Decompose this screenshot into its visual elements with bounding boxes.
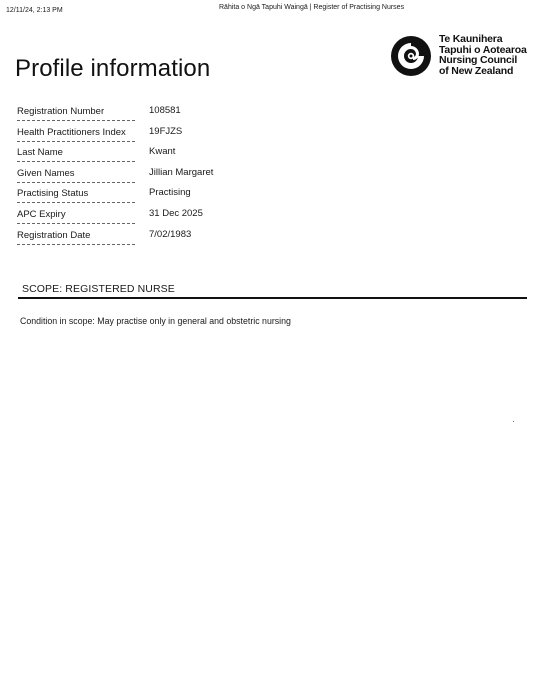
profile-row-apc-expiry [15,203,315,224]
scope-divider [18,297,527,299]
logo-text [439,34,527,76]
print-header [0,4,546,18]
page-title: Profile information [15,55,211,82]
profile-table [15,100,315,244]
profile-label: APC Expiry [17,209,135,224]
profile-label: Last Name [17,147,135,162]
profile-row-registration-date [15,224,315,245]
profile-value: 19FJZS [149,125,183,137]
profile-label: Health Practitioners Index [17,127,135,142]
profile-value: Kwant [149,146,176,158]
logo-line-4: of New Zealand [439,64,514,77]
profile-value: 7/02/1983 [149,228,192,240]
profile-label: Registration Number [17,106,135,121]
koru-spiral-icon [390,34,434,78]
profile-label: Practising Status [17,188,135,203]
profile-value: Practising [149,187,191,199]
scan-speck [513,421,514,422]
profile-row-given-names [15,162,315,183]
profile-label: Given Names [17,168,135,183]
profile-value: 31 Dec 2025 [149,207,203,219]
profile-value: Jillian Margaret [149,166,214,178]
print-page-title: Rāhita o Ngā Tapuhi Waingā | Register of Practising Nurses [219,4,405,11]
profile-row-registration-number [15,100,315,121]
profile-label: Registration Date [17,230,135,245]
scope-heading: SCOPE: REGISTERED NURSE [22,283,175,295]
profile-row-health-practitioners-index [15,121,315,142]
logo-line-3: Nursing Council [439,54,518,66]
print-datetime: 12/11/24, 2:13 PM [6,7,63,14]
profile-row-last-name [15,141,315,162]
nursing-council-logo [390,34,540,82]
scope-condition: Condition in scope: May practise only in general and obstetric nursing [20,316,291,326]
profile-value: 108581 [149,105,181,116]
logo-line-2: Tapuhi o Aotearoa [439,43,527,56]
profile-row-practising-status [15,182,315,203]
logo-line-1: Te Kaunihera [439,33,503,45]
